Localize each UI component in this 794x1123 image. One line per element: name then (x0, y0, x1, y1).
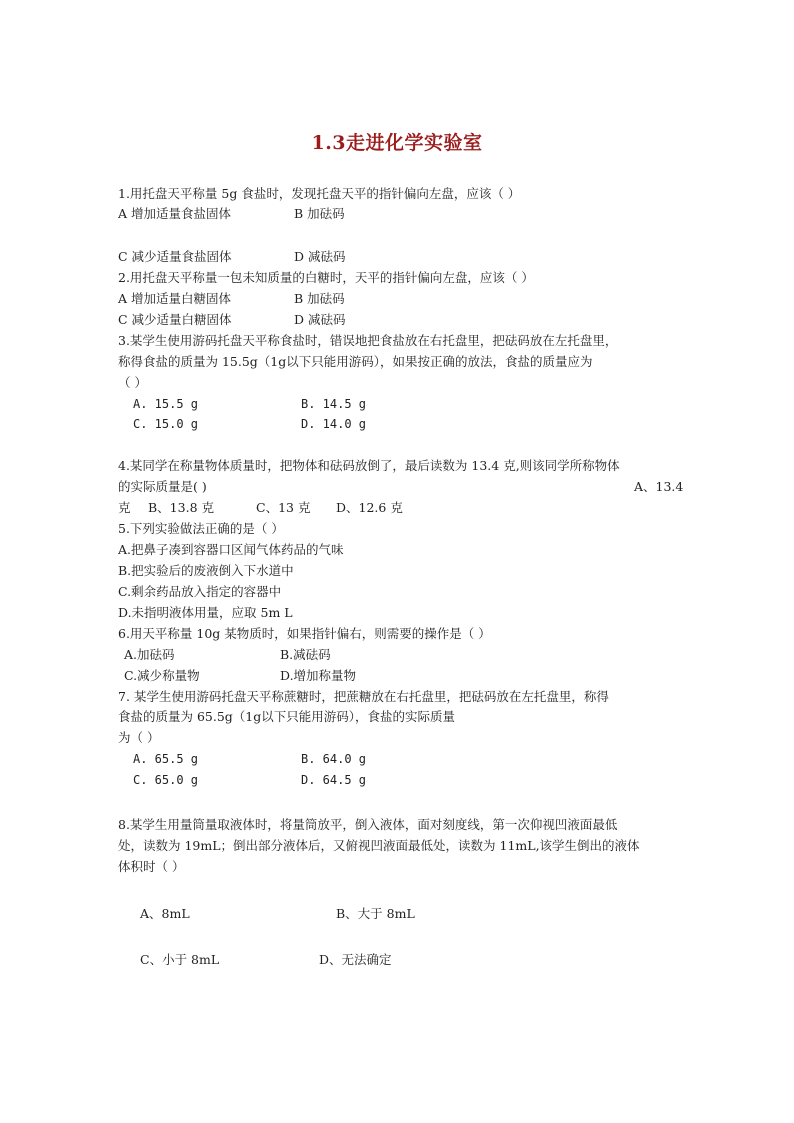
question-7-stem-line-2: 食盐的质量为 65.5g（1g以下只能用游码），食盐的实际质量 (118, 709, 456, 724)
question-1-option-c: C 减少适量食盐固体 (118, 249, 232, 264)
question-1-stem: 1.用托盘天平称量 5g 食盐时，发现托盘天平的指针偏向左盘，应该（ ） (118, 186, 521, 201)
page-title: 1.3走进化学实验室 (311, 132, 483, 154)
question-2-option-d: D 减砝码 (294, 312, 346, 327)
question-3-stem-line-1: 3.某学生使用游码托盘天平称食盐时，错误地把食盐放在右托盘里，把砝码放在左托盘里， (118, 333, 618, 348)
question-3-stem-line-3: （ ） (118, 375, 147, 390)
question-4-option-d: D、12.6 克 (336, 500, 403, 515)
question-5-option-a: A.把鼻子凑到容器口区闻气体药品的气味 (118, 542, 344, 557)
question-6-option-a: A.加砝码 (124, 647, 175, 662)
question-2-option-a: A 增加适量白糖固体 (118, 291, 232, 306)
question-4-stem-line-2: 的实际质量是( ) (118, 479, 207, 494)
question-3-option-b: B. 14.5 g (301, 397, 367, 411)
question-5-stem: 5.下列实验做法正确的是（ ） (118, 521, 284, 536)
question-8-option-d: D、无法确定 (319, 952, 392, 967)
question-8-stem-line-1: 8.某学生用量筒量取液体时，将量筒放平，倒入液体，面对刻度线，第一次仰视凹液面最低 (118, 817, 618, 832)
question-3-option-a: A. 15.5 g (133, 397, 199, 411)
question-1-option-d: D 减砝码 (294, 249, 346, 264)
question-3-option-c: C. 15.0 g (133, 417, 199, 431)
question-6-option-d: D.增加称量物 (280, 668, 357, 683)
question-5-option-b: B.把实验后的废液倒入下水道中 (118, 563, 294, 578)
question-7-stem-line-1: 7. 某学生使用游码托盘天平称蔗糖时，把蔗糖放在右托盘里，把砝码放在左托盘里，称得 (118, 689, 609, 704)
question-4-option-c: C、13 克 (256, 500, 311, 515)
question-3-option-d: D. 14.0 g (301, 417, 367, 431)
question-2-option-c: C 减少适量白糖固体 (118, 312, 232, 327)
question-3-stem-line-2: 称得食盐的质量为 15.5g（1g以下只能用游码），如果按正确的放法，食盐的质量应为 (118, 354, 593, 369)
question-7-option-c: C. 65.0 g (133, 773, 199, 787)
question-7-stem-line-3: 为（ ） (118, 730, 160, 745)
question-8-stem-line-2: 处，读数为 19mL；倒出部分液体后，又俯视凹液面最低处，读数为 11mL,该学生倒出的液体 (118, 838, 640, 853)
question-7-option-a: A. 65.5 g (133, 752, 199, 766)
question-5-option-d: D.未指明液体用量，应取 5m L (118, 605, 293, 620)
question-7-option-d: D. 64.5 g (301, 773, 367, 787)
question-5-option-c: C.剩余药品放入指定的容器中 (118, 584, 282, 599)
question-1-option-b: B 加砝码 (294, 206, 345, 221)
question-2-stem: 2.用托盘天平称量一包未知质量的白糖时，天平的指针偏向左盘，应该（ ） (118, 270, 534, 285)
question-2-option-b: B 加砝码 (294, 291, 345, 306)
question-4-stem-line-1: 4.某同学在称量物体质量时，把物体和砝码放倒了，最后读数为 13.4 克,则该同学所称物体 (118, 458, 620, 473)
question-6-option-b: B.减砝码 (280, 647, 331, 662)
question-8-stem-line-3: 体积时（ ） (118, 859, 185, 874)
question-8-option-b: B、大于 8mL (336, 906, 415, 921)
question-4-option-a: A、13.4 (634, 479, 684, 494)
question-4-option-b: B、13.8 克 (148, 500, 214, 515)
question-4-option-a-unit: 克 (118, 500, 131, 515)
question-8-option-a: A、8mL (140, 906, 190, 921)
question-1-option-a: A 增加适量食盐固体 (118, 206, 232, 221)
question-6-stem: 6.用天平称量 10g 某物质时，如果指针偏右，则需要的操作是（ ） (118, 626, 491, 641)
question-6-option-c: C.减少称量物 (124, 668, 200, 683)
question-8-option-c: C、小于 8mL (140, 952, 220, 967)
question-7-option-b: B. 64.0 g (301, 752, 367, 766)
